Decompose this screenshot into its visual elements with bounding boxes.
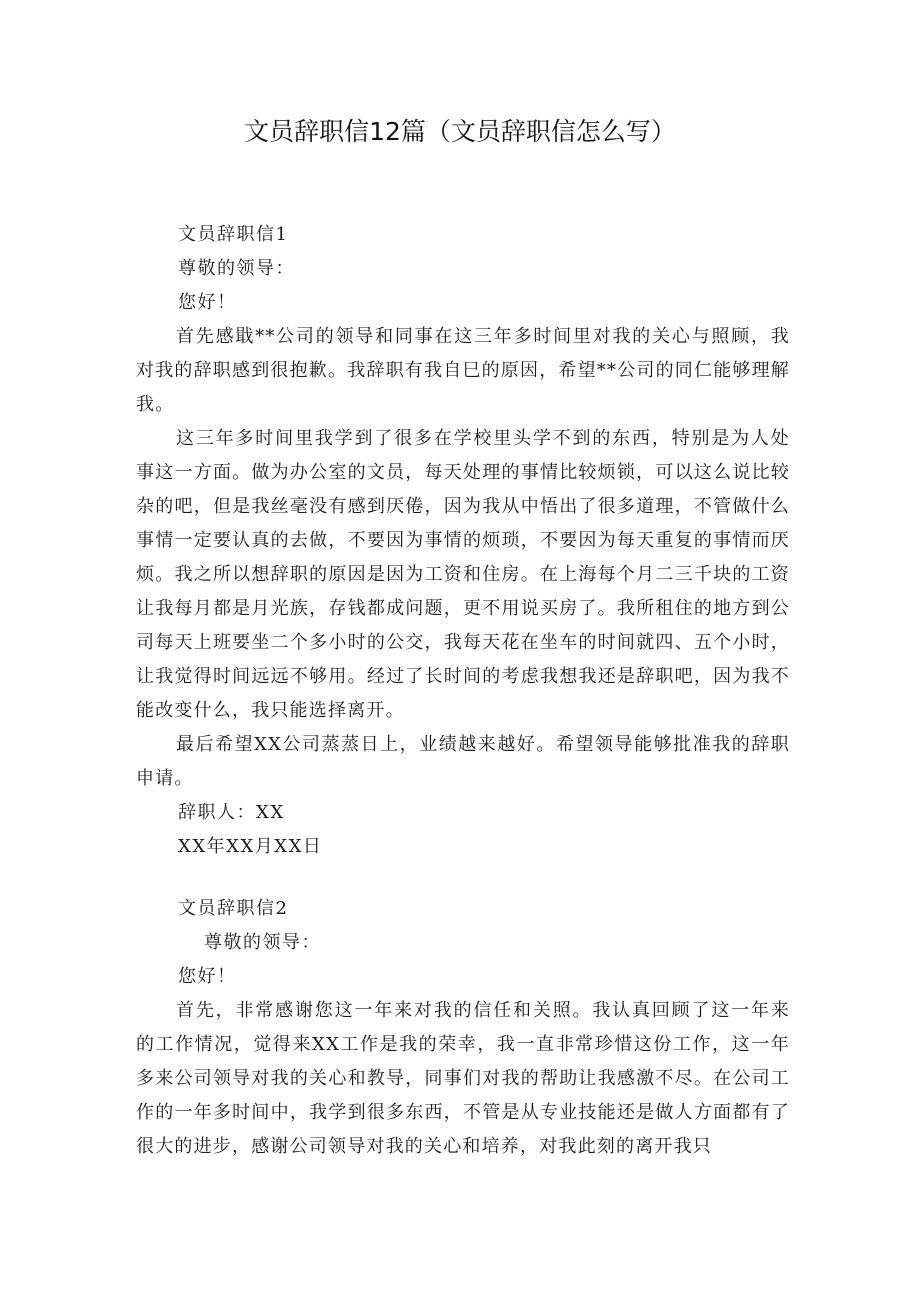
signer: 辞职人：XX <box>178 802 285 823</box>
body-paragraph: 最后希望XX公司蒸蒸日上，业绩越来越好。希望领导能够批准我的辞职申请。 <box>136 734 790 789</box>
section-gap <box>136 864 790 892</box>
salutation: 尊敬的领导： <box>204 932 321 953</box>
letter-2 <box>136 892 790 1164</box>
document-body <box>136 218 790 1164</box>
date: XX年XX月XX日 <box>178 836 323 857</box>
greeting: 您好！ <box>178 292 237 313</box>
greeting: 您好！ <box>178 966 237 987</box>
body-paragraph: 首先感戢**公司的领导和同事在这三年多时间里对我的关心与照顾，我对我的辞职感到很抱歉。我辞职有我自巳的原因，希望**公司的同仁能够理解我。 <box>136 326 790 415</box>
salutation: 尊敬的领导： <box>178 258 295 279</box>
letter-1 <box>136 218 790 864</box>
document-title: 文员辞职信12篇（文员辞职信怎么写） <box>244 117 676 146</box>
body-paragraph: 首先，非常感谢您这一年来对我的信任和关照。我认真回顾了这一年来的工作情况，觉得来XX工作是我的荣幸，我一直非常珍惜这份工作，这一年多来公司领导对我的关心和教导，同事们对我的帮助让我感激不尽。在公司工作的一年多时间中，我学到很多东西，不管是从专业技能还是做人方面都有了很大的进步，感谢公司领导对我的关心和培养，对我此刻的离开我只 <box>136 1000 790 1157</box>
letter-heading: 文员辞职信1 <box>178 224 289 245</box>
letter-heading: 文员辞职信2 <box>178 898 289 919</box>
body-paragraph: 这三年多时间里我学到了很多在学校里头学不到的东西，特别是为人处事这一方面。做为办公室的文员，每天处理的事情比较烦锁，可以这么说比较杂的吧，但是我丝毫没有感到厌倦，因为我从中悟出了很多道理，不管做什么事情一定要认真的去做，不要因为事情的烦琐，不要因为每天重复的事情而厌烦。我之所以想辞职的原因是因为工资和住房。在上海每个月二三千块的工资让我每月都是月光族，存钱都成问题，更不用说买房了。我所租住的地方到公司每天上班要坐二个多小时的公交，我每天花在坐车的时间就四、五个小时，让我觉得时间远远不够用。经过了长时间的考虑我想我还是辞职吧，因为我不能改变什么，我只能选择离开。 <box>136 428 790 721</box>
